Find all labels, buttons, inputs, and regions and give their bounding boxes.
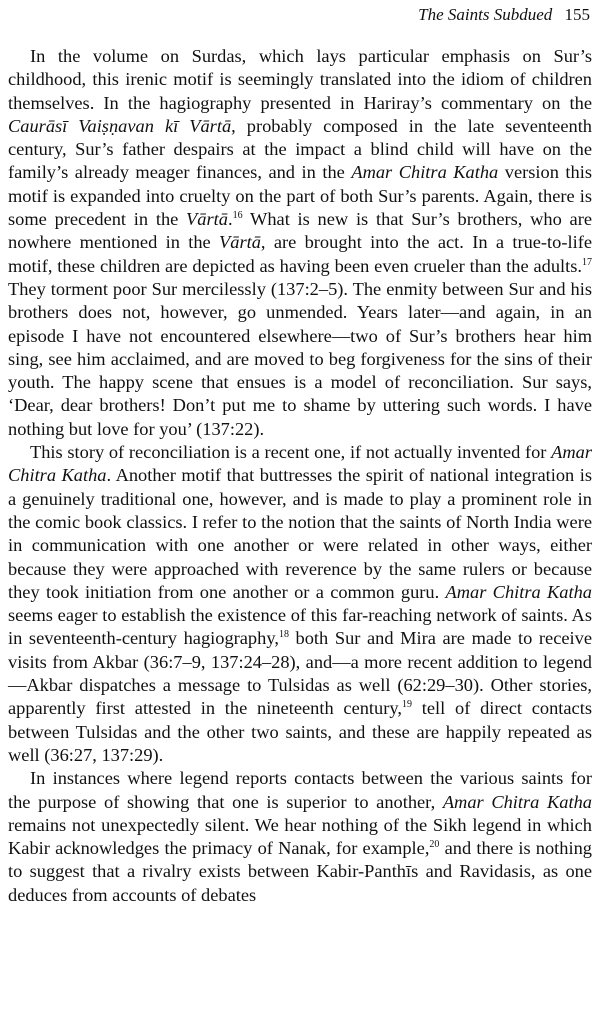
text-run: version this motif is expanded into cruelty on the part of both Sur’s parents. Again, there is some precedent in the: [8, 162, 593, 230]
italic-title: Amar Chitra Katha: [8, 442, 592, 486]
text-run: tell of direct contacts between Tulsidas and the other two saints, and these are happily repeated as well (36:27, 137:29).: [8, 698, 592, 765]
running-head: [418, 5, 590, 25]
paragraph: [8, 767, 592, 907]
text-run: In the volume on Surdas, which lays particular emphasis on Sur’s childhood, this irenic motif is seemingly translated into the idiom of children themselves. In the hagiography presented in Hariray’s commentary on the: [8, 46, 592, 113]
text-run: both Sur and Mira are made to receive visits from Akbar (36:7–9, 137:24–28), and—a more recent addition to legend—Akbar dispatches a message to Tulsidas as well (62:29–30). Other stories, apparently first attested in the nineteenth century,: [8, 628, 592, 719]
footnote-ref: 17: [582, 256, 592, 268]
page-number: 155: [564, 5, 590, 24]
body-text: [8, 45, 592, 907]
paragraph: [8, 441, 592, 767]
text-run: This story of reconciliation is a recent one, if not actually invented for: [30, 442, 552, 463]
italic-title: Vārtā: [219, 232, 261, 253]
text-run: seems eager to establish the existence of this far-reaching network of saints. As in seventeenth-century hagiography,: [8, 605, 592, 649]
italic-title: Amar Chitra Katha: [351, 162, 499, 183]
text-run: , are brought into the act. In a true-to-life motif, these children are depicted as having been even crueler than the adults.: [8, 232, 592, 276]
text-run: , probably composed in the late seventeenth century, Sur’s father despairs at the impact a blind child will have on the family’s already meager finances, and in the: [8, 115, 592, 183]
italic-title: Vārtā: [186, 209, 228, 230]
footnote-ref: 16: [232, 209, 243, 221]
italic-title: Amar Chitra Katha: [445, 581, 592, 602]
italic-title: Amar Chitra Katha: [442, 791, 592, 812]
italic-title: Caurāsī Vaiṣṇavan kī Vārtā: [8, 115, 232, 136]
text-run: In instances where legend reports contacts between the various saints for the purpose of showing that one is superior to another,: [8, 768, 592, 812]
text-run: What is new is that Sur’s brothers, who are nowhere mentioned in the: [8, 209, 592, 253]
text-run: . Another motif that buttresses the spirit of national integration is a genuinely traditional one, however, and is made to play a prominent role in the comic book classics. I refer to the notion that the saints of North India were in communication with one another or were related in other ways, either because they were approached with reverence by the same rulers or because they took initiation from one another or a common guru.: [8, 465, 593, 602]
text-run: remains not unexpectedly silent. We hear nothing of the Sikh legend in which Kabir acknowledges the primacy of Nanak, for example,: [8, 814, 592, 859]
text-run: .: [227, 209, 233, 230]
text-run: and there is nothing to suggest that a rivalry exists between Kabir-Panthīs and Ravidasis, as one deduces from accounts of debates: [8, 838, 592, 905]
footnote-ref: 19: [401, 699, 412, 711]
footnote-ref: 18: [278, 629, 289, 641]
footnote-ref: 20: [429, 838, 440, 850]
running-head-title: The Saints Subdued: [418, 5, 553, 24]
text-run: They torment poor Sur mercilessly (137:2–5). The enmity between Sur and his brothers does not, however, go unmended. Years later—and again, in an episode I have not encountered elsewhere—two of Sur’s brothers hear him sing, see him acclaimed, and are moved to beg forgiveness for the sins of their youth. The happy scene that ensues is a model of reconciliation. Sur says, ‘Dear, dear brothers! Don’t put me to shame by uttering such words. I have nothing but love for you’ (137:22).: [8, 278, 592, 439]
paragraph: [8, 45, 592, 441]
